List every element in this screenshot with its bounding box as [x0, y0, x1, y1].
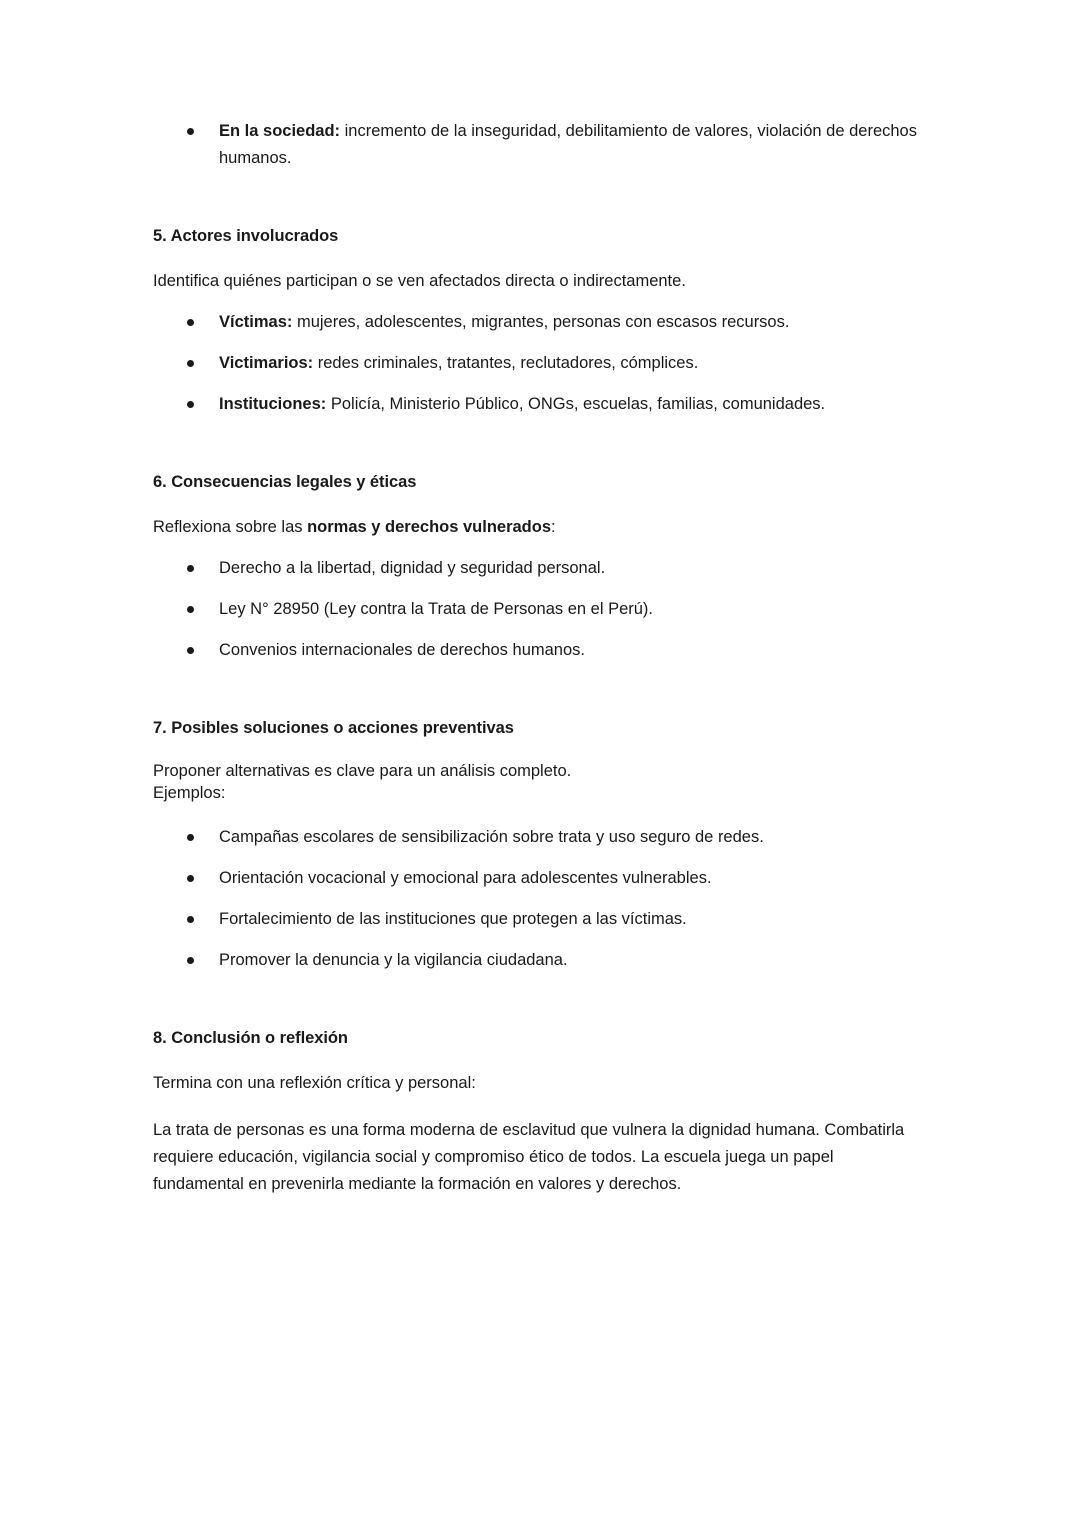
section-heading-8: 8. Conclusión o reflexión	[153, 1029, 348, 1047]
list-item	[153, 350, 943, 377]
spacer	[153, 418, 943, 470]
section-6-intro-bold: normas y derechos vulnerados	[307, 518, 552, 536]
bullet-dot-icon	[187, 957, 194, 964]
bullet-dot-icon	[187, 319, 194, 326]
list-item-text	[219, 350, 943, 377]
bullet-dot-icon	[187, 647, 194, 654]
list-item-lead: Instituciones:	[219, 395, 327, 413]
list-item-text: Promover la denuncia y la vigilancia ciudadana.	[219, 951, 568, 969]
section-6-intro-prefix: Reflexiona sobre las	[153, 518, 308, 536]
list-item-body: redes criminales, tratantes, reclutadores, cómplices.	[313, 354, 699, 372]
list-item	[153, 596, 943, 623]
bullet-dot-icon	[187, 916, 194, 923]
society-bullet-list	[153, 118, 943, 172]
section-7-intro-line-1: Proponer alternativas es clave para un análisis completo.	[153, 762, 572, 780]
list-item	[153, 555, 943, 582]
list-item	[153, 865, 943, 892]
list-item-text	[219, 309, 943, 336]
section-6-intro-suffix: :	[551, 518, 556, 536]
bullet-dot-icon	[187, 401, 194, 408]
spacer	[153, 1050, 943, 1070]
conclusion-paragraph: La trata de personas es una forma moderna de esclavitud que vulnera la dignidad humana. Combatirla requiere educación, vigilancia social y compromiso ético de todos. La escuela juega un papel fundamental en prevenirla mediante la formación en valores y derechos.	[153, 1121, 905, 1193]
spacer	[153, 1097, 943, 1117]
spacer	[153, 804, 943, 824]
list-item-body: incremento de la inseguridad, debilitamiento de valores, violación de derechos humanos.	[219, 122, 917, 167]
spacer	[153, 494, 943, 514]
list-item-lead: Victimarios:	[219, 354, 314, 372]
spacer	[153, 295, 943, 309]
spacer	[153, 974, 943, 1026]
document-body	[153, 118, 943, 1198]
list-item-text: Fortalecimiento de las instituciones que protegen a las víctimas.	[219, 910, 687, 928]
section-heading-6: 6. Consecuencias legales y éticas	[153, 473, 417, 491]
bullet-dot-icon	[187, 128, 194, 135]
section-8-intro: Termina con una reflexión crítica y personal:	[153, 1074, 476, 1092]
list-item	[153, 824, 943, 851]
section-5-intro: Identifica quiénes participan o se ven afectados directa o indirectamente.	[153, 272, 686, 290]
list-item	[153, 118, 943, 172]
list-item	[153, 637, 943, 664]
spacer	[153, 248, 943, 268]
bullet-dot-icon	[187, 606, 194, 613]
section-6-intro	[153, 514, 943, 541]
list-item-text: Ley N° 28950 (Ley contra la Trata de Personas en el Perú).	[219, 600, 654, 618]
list-item	[153, 391, 943, 418]
spacer	[153, 740, 943, 760]
list-item	[153, 309, 943, 336]
section-7-list	[153, 824, 943, 974]
list-item-text: Convenios internacionales de derechos humanos.	[219, 641, 585, 659]
section-7-intro	[153, 760, 943, 804]
bullet-dot-icon	[187, 875, 194, 882]
section-heading-7: 7. Posibles soluciones o acciones preventivas	[153, 719, 514, 737]
list-item-text: Orientación vocacional y emocional para adolescentes vulnerables.	[219, 869, 712, 887]
list-item-body: mujeres, adolescentes, migrantes, personas con escasos recursos.	[292, 313, 790, 331]
list-item-lead: Víctimas:	[219, 313, 293, 331]
list-item	[153, 906, 943, 933]
bullet-dot-icon	[187, 360, 194, 367]
section-6-list	[153, 555, 943, 664]
section-heading-5: 5. Actores involucrados	[153, 227, 339, 245]
list-item-text: Derecho a la libertad, dignidad y seguridad personal.	[219, 559, 606, 577]
spacer	[153, 172, 943, 224]
section-5-list	[153, 309, 943, 418]
list-item-body: Policía, Ministerio Público, ONGs, escuelas, familias, comunidades.	[326, 395, 826, 413]
spacer	[153, 664, 943, 716]
list-item	[153, 947, 943, 974]
bullet-dot-icon	[187, 565, 194, 572]
list-item-text	[219, 118, 943, 172]
list-item-text: Campañas escolares de sensibilización sobre trata y uso seguro de redes.	[219, 828, 764, 846]
spacer	[153, 541, 943, 555]
list-item-text	[219, 391, 943, 418]
list-item-lead: En la sociedad:	[219, 122, 341, 140]
section-7-intro-line-2: Ejemplos:	[153, 784, 226, 802]
bullet-dot-icon	[187, 834, 194, 841]
